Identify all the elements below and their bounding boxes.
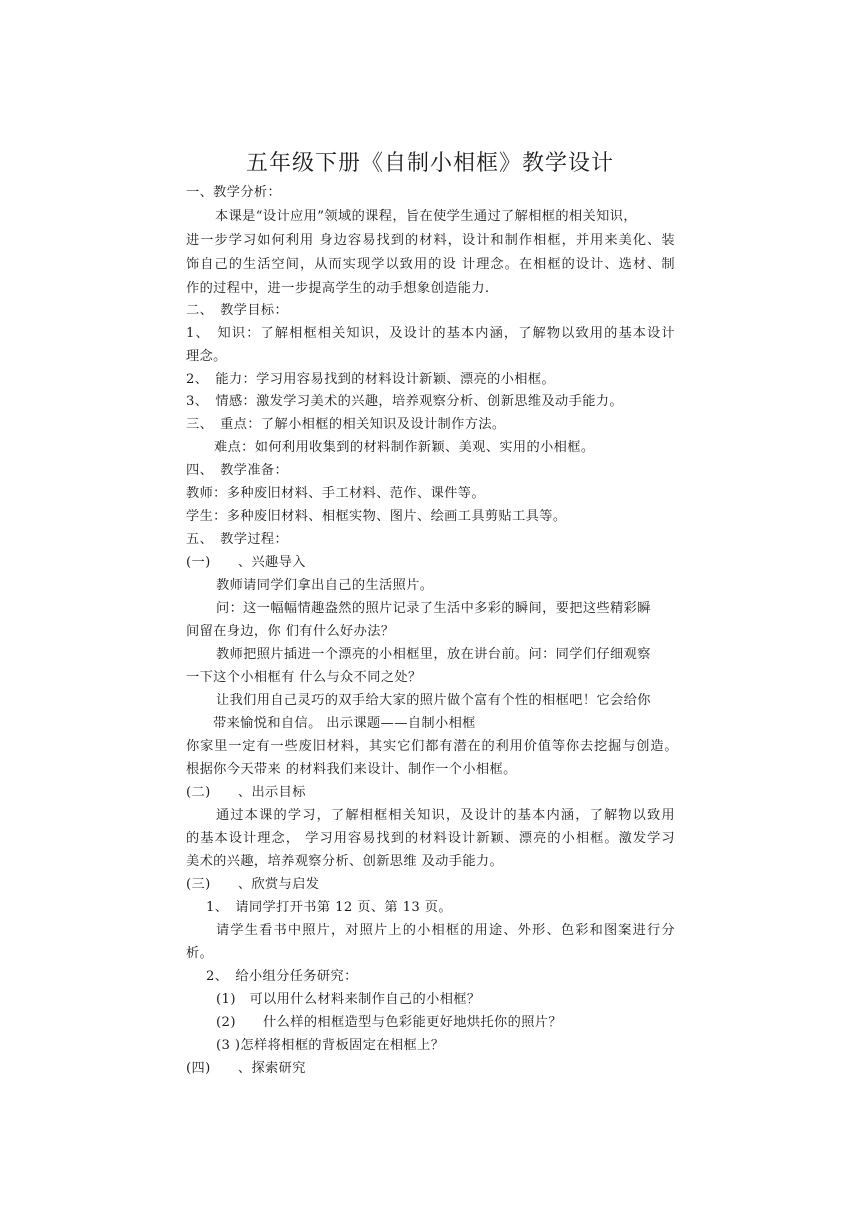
paragraph-line: 根据你今天带来 的材料我们来设计、制作一个小相框。 [186, 762, 517, 777]
paragraph-line: 一下这个小相框有 什么与众不同之处？ [186, 670, 422, 685]
paragraph-line: 间留在身边，你 们有什么好办法？ [186, 624, 395, 639]
page-title: 五年级下册《自制小相框》教学设计 [245, 151, 614, 176]
list-item: 1、 知识：了解相框相关知识，及设计的基本内涵，了解物以致用的基本设计 [186, 326, 675, 341]
section-heading: 一、教学分析： [186, 185, 282, 200]
list-item: (2) 什么样的相框造型与色彩能更好地烘托你的照片？ [216, 1015, 562, 1030]
paragraph-line: 理念。 [186, 349, 227, 364]
paragraph-line: 教师把照片插进一个漂亮的小相框里，放在讲台前。问：同学们仔细观察 [216, 647, 651, 662]
paragraph-line: 你家里一定有一些废旧材料，其实它们都有潜在的利用价值等你去挖掘与创造。 [186, 739, 678, 754]
paragraph-line: 难点：如何利用收集到的材料制作新颖、美观、实用的小相框。 [214, 440, 595, 455]
list-item: 2、 给小组分任务研究： [206, 969, 358, 984]
list-item: (1) 可以用什么材料来制作自己的小相框？ [216, 992, 481, 1007]
subsection-heading: (一) 、兴趣导入 [186, 555, 306, 570]
section-heading: 三、 重点：了解小相框的相关知识及设计制作方法。 [186, 417, 506, 432]
list-item: (3 )怎样将相框的背板固定在相框上？ [216, 1038, 445, 1053]
paragraph-line: 教师：多种废旧材料、手工材料、范作、课件等。 [186, 486, 485, 501]
paragraph-line: 进一步学习如何利用 身边容易找到的材料，设计和制作相框，并用来美化、装 [186, 233, 675, 248]
paragraph-line: 析。 [186, 946, 214, 961]
subsection-heading: (三) 、欣赏与启发 [186, 877, 320, 892]
list-item: 1、 请同学打开书第 12 页、第 13 页。 [206, 900, 452, 915]
subsection-heading: (二) 、出示目标 [186, 785, 306, 800]
paragraph-line: 请学生看书中照片，对照片上的小相框的用途、外形、色彩和图案进行分 [216, 923, 675, 938]
paragraph-line: 学生：多种废旧材料、相框实物、图片、绘画工具剪贴工具等。 [186, 509, 567, 524]
paragraph-line: 饰自己的生活空间，从而实现学以致用的设 计理念。在相框的设计、选材、制 [186, 257, 675, 272]
paragraph-line: 让我们用自己灵巧的双手给大家的照片做个富有个性的相框吧！它会给你 [216, 693, 651, 708]
paragraph-line: 通过本课的学习，了解相框相关知识，及设计的基本内涵，了解物以致用 [216, 808, 675, 823]
section-heading: 四、 教学准备： [186, 463, 289, 478]
paragraph-line: 美术的兴趣，培养观察分析、创新思维 及动手能力。 [186, 854, 504, 869]
paragraph-line: 的基本设计理念， 学习用容易找到的材料设计新颖、漂亮的小相框。激发学习 [186, 831, 675, 846]
paragraph-line: 作的过程中，进一步提高学生的动手想象创造能力. [186, 281, 490, 296]
subsection-heading: (四) 、探索研究 [186, 1061, 306, 1076]
paragraph-line: 带来愉悦和自信。 出示课题——自制小相框 [213, 716, 476, 731]
paragraph-line: 本课是“设计应用”领域的课程，旨在使学生通过了解相框的相关知识， [215, 209, 637, 224]
section-heading: 二、 教学目标： [186, 303, 289, 318]
list-item: 3、 情感：激发学习美术的兴趣，培养观察分析、创新思维及动手能力。 [186, 394, 623, 409]
section-heading: 五、 教学过程： [186, 532, 289, 547]
list-item: 2、 能力：学习用容易找到的材料设计新颖、漂亮的小相框。 [186, 372, 556, 387]
paragraph-line: 问：这一幅幅情趣盎然的照片记录了生活中多彩的瞬间，要把这些精彩瞬 [216, 601, 651, 616]
paragraph-line: 教师请同学们拿出自己的生活照片。 [216, 578, 434, 593]
